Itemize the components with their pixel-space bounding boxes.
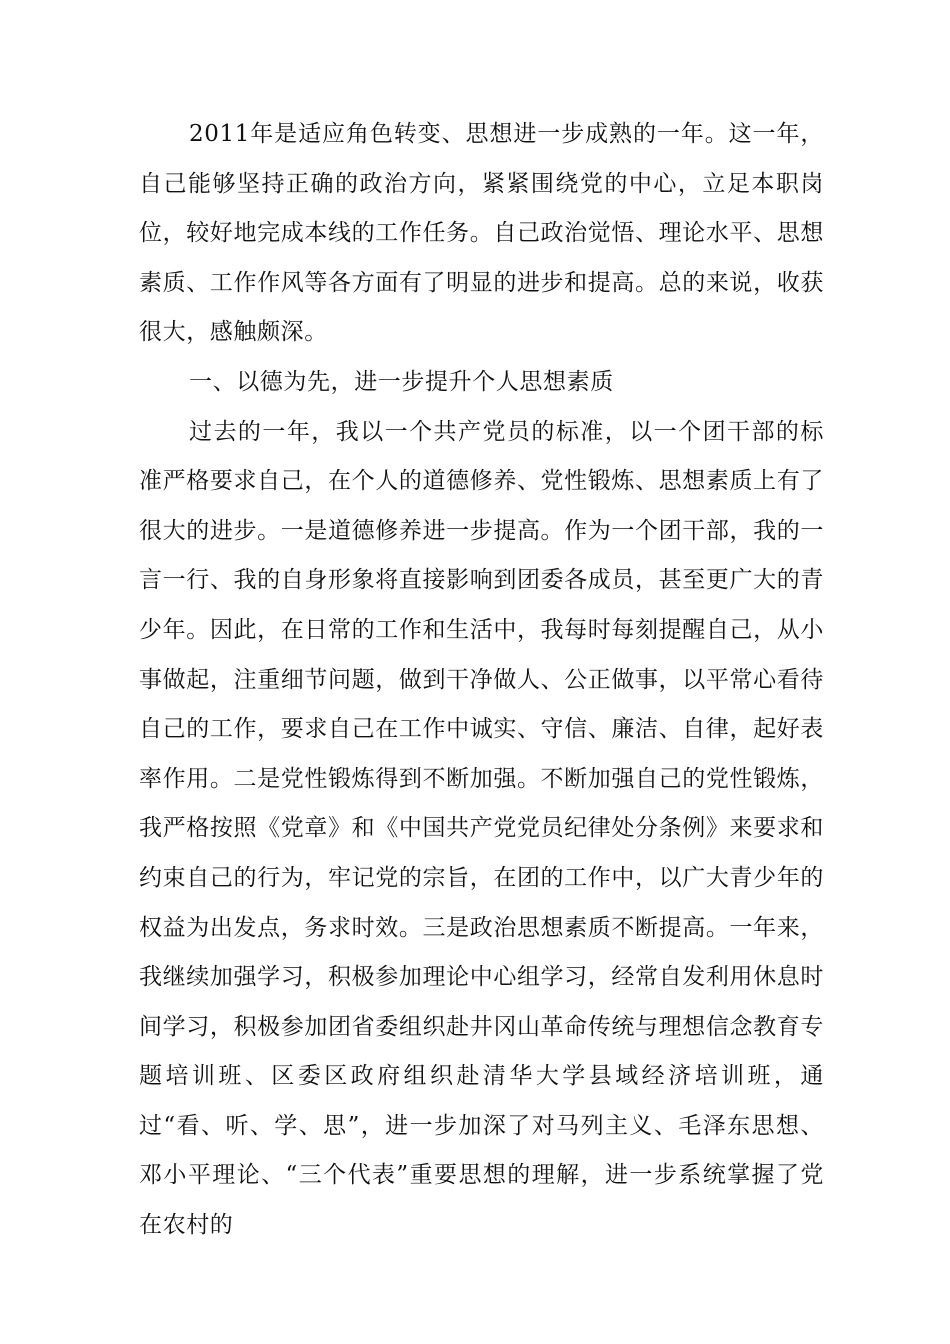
section-heading: 一、以德为先，进一步提升个人思想素质 — [189, 368, 614, 395]
intro-paragraph: 2011年是适应角色转变、思想进一步成熟的一年。这一年，自己能够坚持正确的政治方向，紧紧围绕党的中心，立足本职岗位，较好地完成本线的工作任务。自己政治觉悟、理论水平、思想素质、工作作风等各方面有了明显的进步和提高。总的来说，收获很大，感触颇深。 — [139, 121, 824, 346]
section-paragraph: 过去的一年，我以一个共产党员的标准，以一个团干部的标准严格要求自己，在个人的道德修养、党性锻炼、思想素质上有了很大的进步。一是道德修养进一步提高。作为一个团干部，我的一言一行、我的自身形象将直接影响到团委各成员，甚至更广大的青少年。因此，在日常的工作和生活中，我每时每刻提醒自己，从小事做起，注重细节问题，做到干净做人、公正做事，以平常心看待自己的工作，要求自己在工作中诚实、守信、廉洁、自律，起好表率作用。二是党性锻炼得到不断加强。不断加强自己的党性锻炼，我严格按照《党章》和《中国共产党党员纪律处分条例》来要求和约束自己的行为，牢记党的宗旨，在团的工作中，以广大青少年的权益为出发点，务求时效。三是政治思想素质不断提高。一年来，我继续加强学习，积极参加理论中心组学习，经常自发利用休息时间学习，积极参加团省委组织赴井冈山革命传统与理想信念教育专题培训班、区委区政府组织赴清华大学县域经济培训班，通过“看、听、学、思”，进一步加深了对马列主义、毛泽东思想、邓小平理论、“三个代表”重要思想的理解，进一步系统掌握了党在农村的 — [139, 418, 824, 1239]
document-page — [139, 110, 824, 1251]
